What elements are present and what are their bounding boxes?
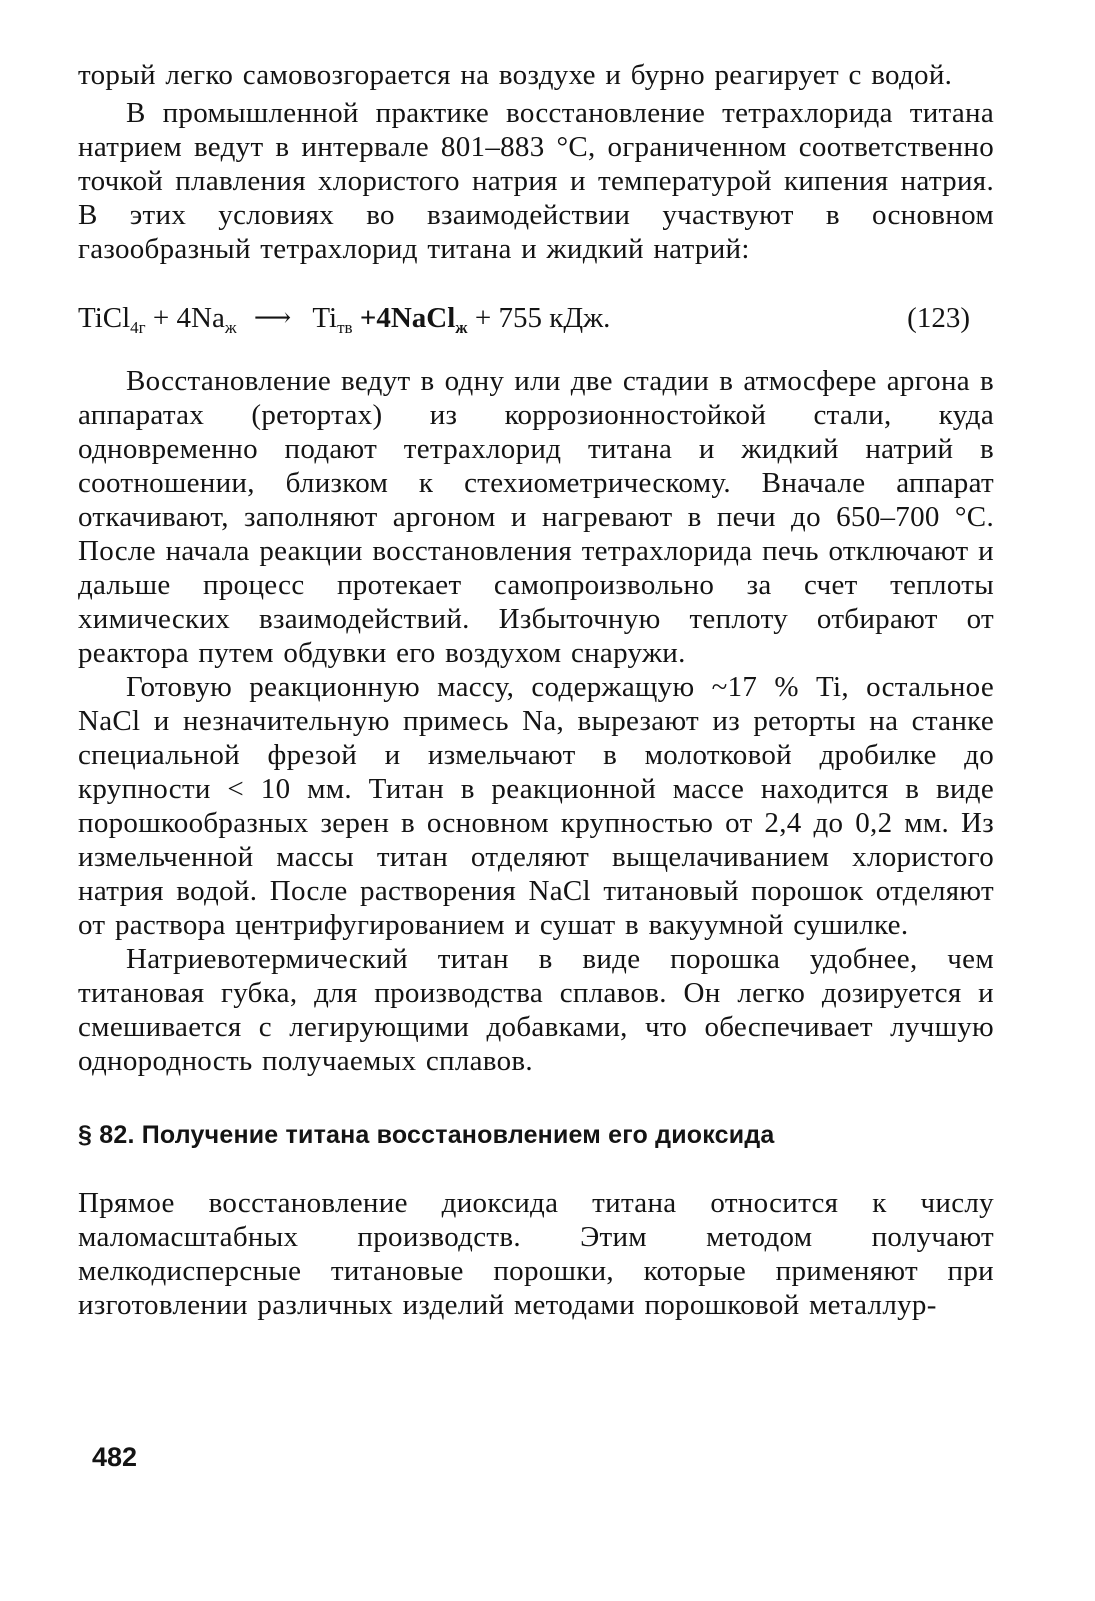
section-heading: § 82. Получение титана восстановлением его диоксида	[78, 1121, 775, 1149]
paragraph-direct-reduction: Прямое восстановление диоксида титана относится к числу маломасштабных производств. Этим методом получают мелкодисперсные титановые порошки, которые применяют при изготовлении различных изделий методами порошковой металлур-	[78, 1187, 994, 1321]
paragraph-continuation: торый легко самовозгорается на воздухе и бурно реагирует с водой.	[78, 59, 953, 91]
equation-sub-solid: тв	[337, 318, 353, 337]
equation-sodium: + 4Na	[152, 302, 225, 334]
equation-sub-liquid-2: ж	[455, 318, 468, 337]
equation-ticl: TiCl	[78, 302, 131, 334]
page-number: 482	[92, 1442, 138, 1472]
paragraph-reaction-mass: Готовую реакционную массу, содержащую ~17 % Ti, остальное NaCl и незначительную примесь Na, вырезают из реторты на станке специальной фрезой и измельчают в молотковой дробилке до крупности < 10 мм. Титан в реакционной массе находится в виде порошкообразных зерен в основном крупностью от 2,4 до 0,2 мм. Из измельченной массы титан отделяют выщелачиванием хлористого натрия водой. После растворения NaCl титановый порошок отделяют от раствора центрифугированием и сушат в вакуумной сушилке.	[78, 671, 994, 941]
paragraph-sodium-titanium: Натриевотермический титан в виде порошка удобнее, чем титановая губка, для производства сплавов. Он легко дозируется и смешивается с легирующими добавками, что обеспечивает лучшую однородность получаемых сплавов.	[78, 943, 994, 1077]
equation-energy: + 755 кДж.	[474, 302, 611, 334]
reaction-arrow-icon: ⟶	[253, 303, 292, 332]
equation-body	[78, 292, 610, 344]
equation-titanium: Ti	[312, 302, 338, 334]
paragraph-industrial-practice: В промышленной практике восстановление тетрахлорида титана натрием ведут в интервале 801–883 °С, ограниченном соответственно точкой плавления хлористого натрия и температурой кипения натрия. В этих условиях во взаимодействии участвуют в основном газообразный тетрахлорид титана и жидкий натрий:	[78, 97, 994, 265]
equation-123	[78, 292, 994, 344]
page-content	[78, 58, 994, 1322]
paragraph-reduction-process: Восстановление ведут в одну или две стадии в атмосфере аргона в аппаратах (ретортах) из коррозионностойкой стали, куда одновременно подают тетрахлорид титана и жидкий натрий в соотношении, близком к стехиометрическому. Вначале аппарат откачивают, заполняют аргоном и нагревают в печи до 650–700 °С. После начала реакции восстановления тетрахлорида печь отключают и дальше процесс протекает самопроизвольно за счет теплоты химических взаимодействий. Избыточную теплоту отбирают от реактора путем обдувки его воздухом снаружи.	[78, 365, 994, 669]
equation-sub-gas: 4г	[130, 318, 146, 337]
equation-nacl: +4NaCl	[359, 302, 456, 334]
equation-sub-liquid: ж	[224, 318, 237, 337]
equation-number: (123)	[907, 302, 970, 334]
